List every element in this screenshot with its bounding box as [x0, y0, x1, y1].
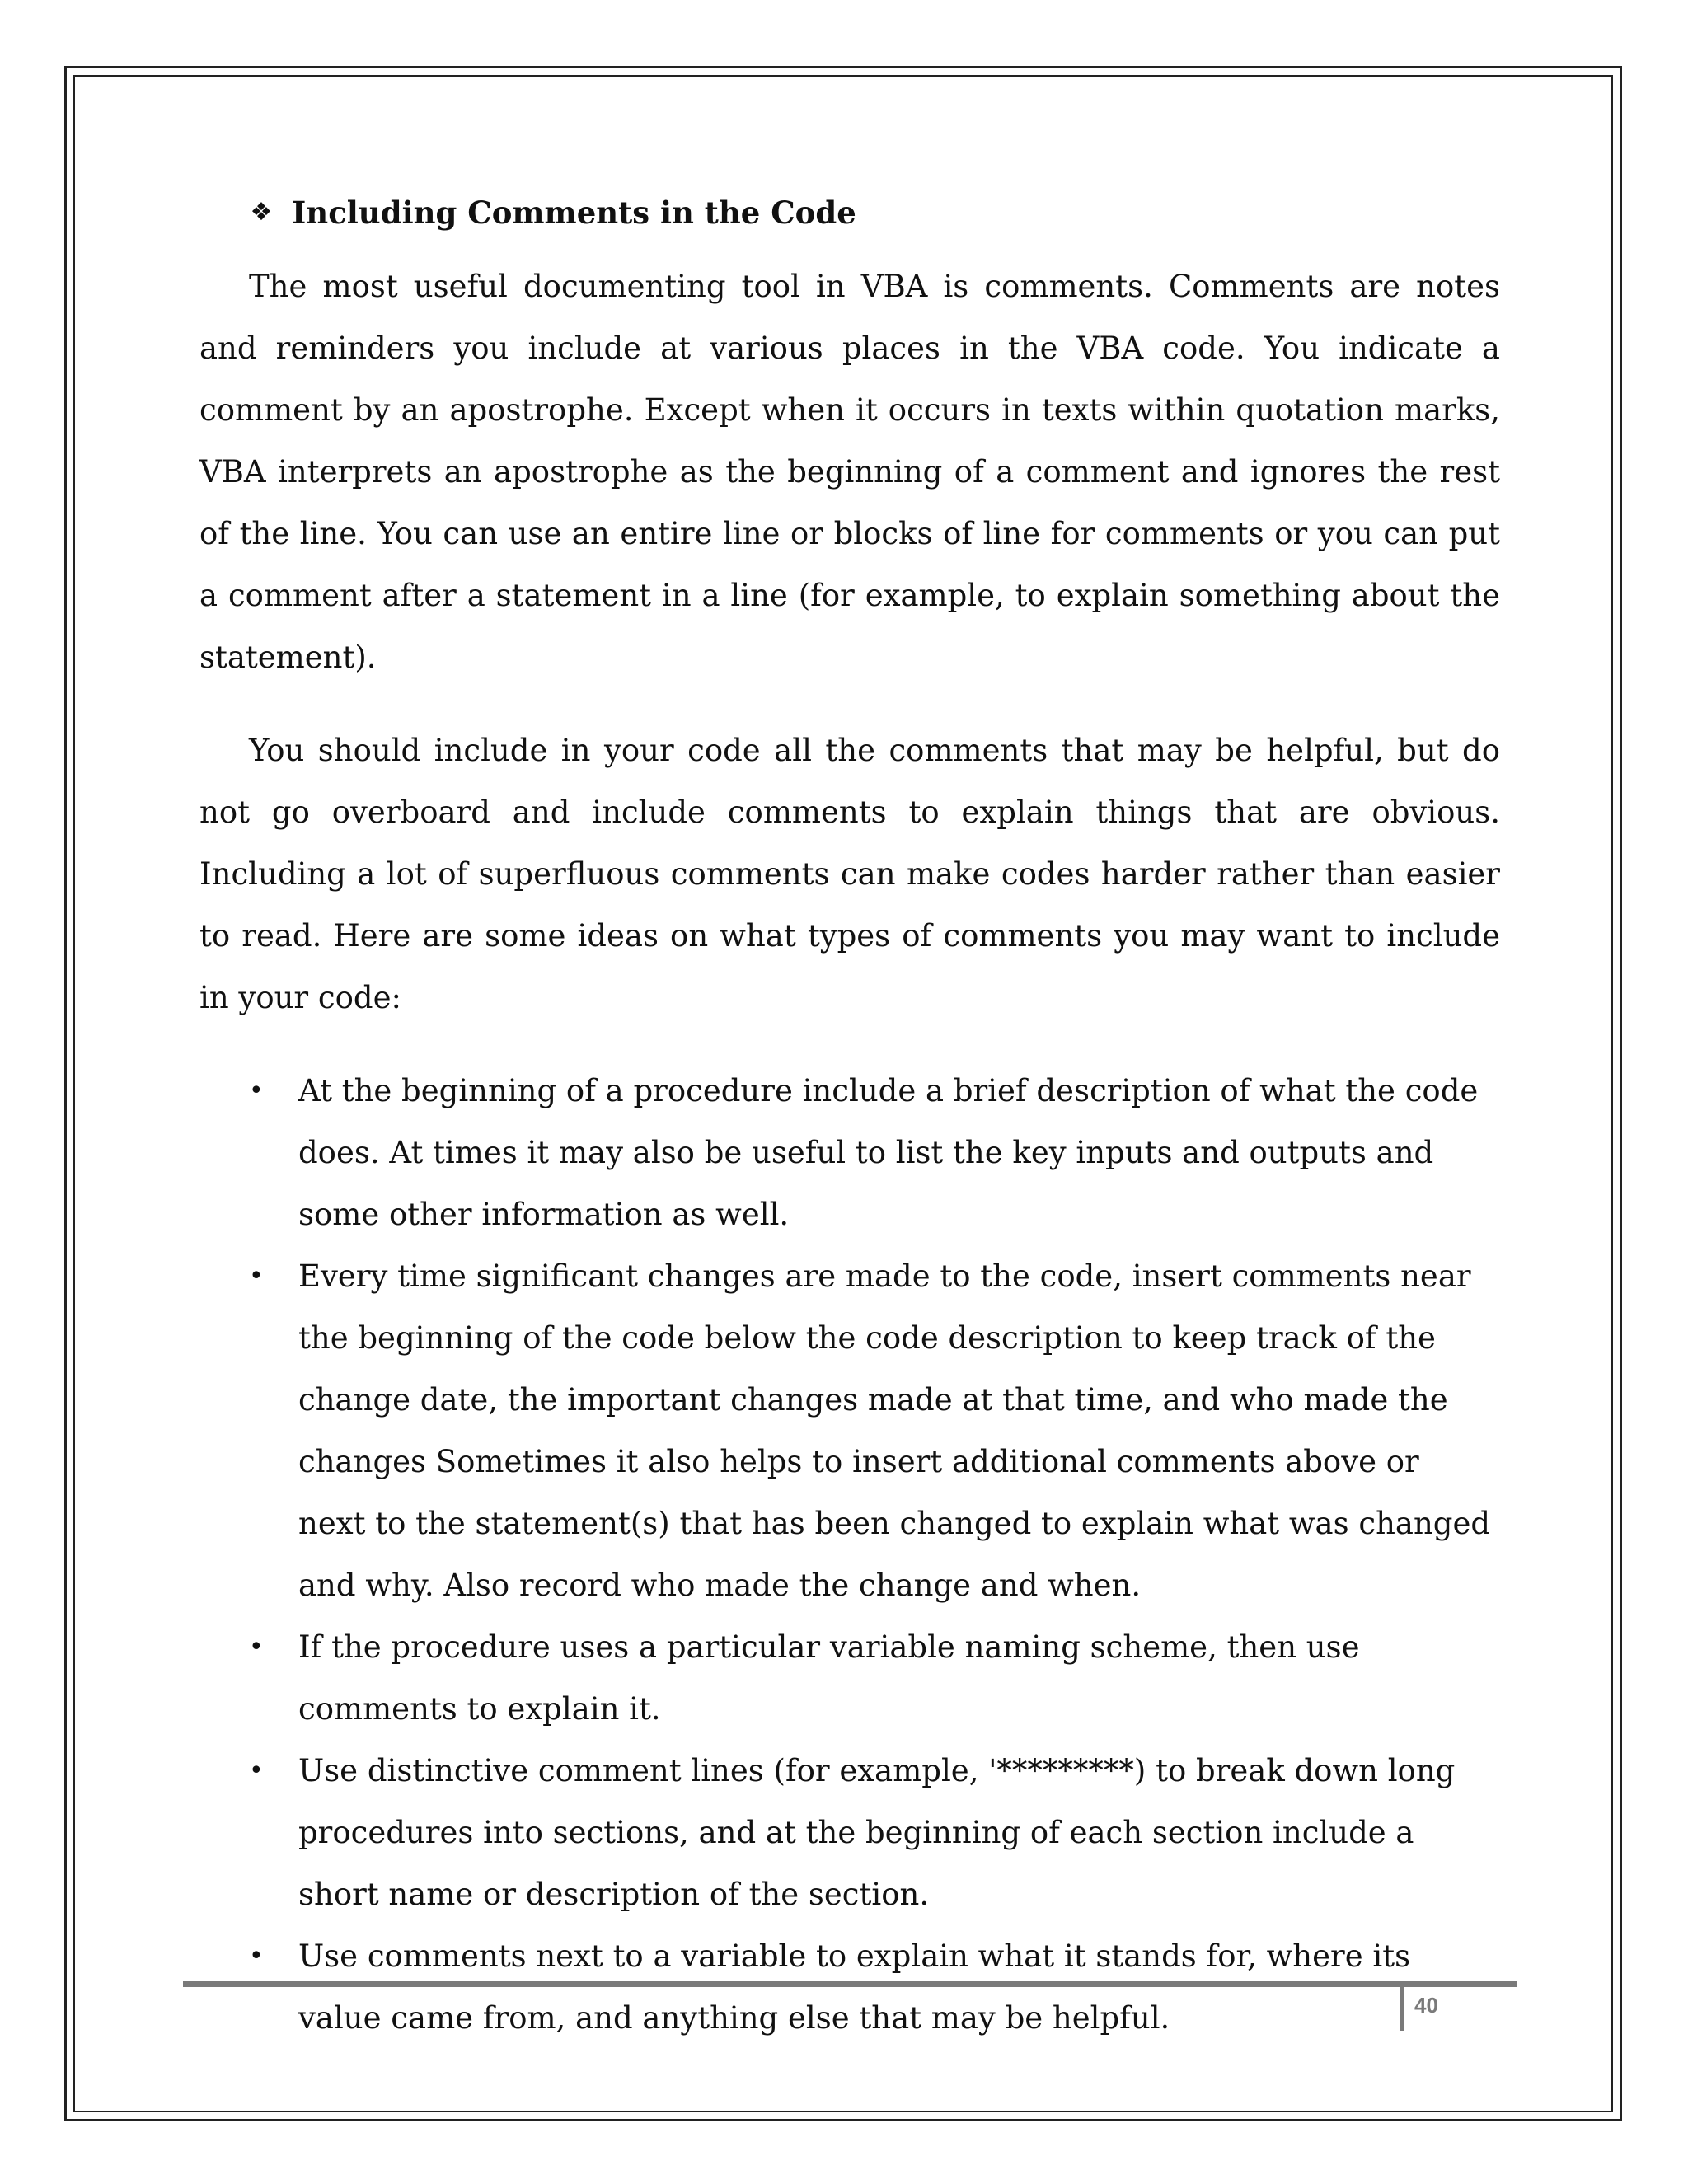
section-heading: [249, 188, 1500, 237]
list-item: [199, 1060, 1500, 1245]
paragraph-comments-intro: The most useful documenting tool in VBA is comments. Comments are notes and reminders you include at various places in the VBA code. You indicate a comment by an apostrophe. Except when it occurs in texts within quotation marks, VBA interprets an apostrophe as the beginning of a comment and ignores the rest of the line. You can use an entire line or blocks of line for comments or you can put a comment after a statement in a line (for example, to explain something about the statement).: [199, 269, 1500, 675]
page-content: [199, 188, 1500, 2049]
bullet-dot-icon: •: [249, 1262, 264, 1291]
comment-ideas-list: [199, 1060, 1500, 2049]
list-item-text: Every time significant changes are made to the code, insert comments near the beginning of the code below the code description to keep track of the change date, the important changes made at that time, and who made the changes Sometimes it also helps to insert additional comments above or next to the statement(s) that has been changed to explain what was changed and why. Also record who made the change and when.: [298, 1258, 1491, 1603]
page-number: 40: [1414, 1993, 1438, 2018]
list-item: [199, 1740, 1500, 1925]
bullet-dot-icon: •: [249, 1756, 264, 1785]
section-heading-title: Including Comments in the Code: [292, 194, 856, 231]
bullet-dot-icon: •: [249, 1076, 264, 1105]
list-item: [199, 1245, 1500, 1616]
list-item: [199, 1616, 1500, 1740]
list-item-text: If the procedure uses a particular variable naming scheme, then use comments to explain it.: [298, 1629, 1360, 1727]
list-item: [199, 1925, 1500, 2049]
bullet-dot-icon: •: [249, 1633, 264, 1661]
paragraph-comments-advice: You should include in your code all the comments that may be helpful, but do not go overboard and include comments to explain things that are obvious. Including a lot of superfluous comments can make codes harder rather than easier to read. Here are some ideas on what types of comments you may want to include in your code:: [199, 733, 1500, 1015]
footer-divider: [1400, 1985, 1404, 2031]
list-item-text: At the beginning of a procedure include a brief description of what the code does. At times it may also be useful to list the key inputs and outputs and some other information as well.: [298, 1073, 1479, 1232]
diamond-bullet-icon: ❖: [250, 198, 273, 227]
bullet-dot-icon: •: [249, 1942, 264, 1971]
list-item-text: Use comments next to a variable to explain what it stands for, where its value came from, and anything else that may be helpful.: [298, 1938, 1411, 2036]
list-item-text: Use distinctive comment lines (for example, '*********) to break down long procedures into sections, and at the beginning of each section include a short name or description of the section.: [298, 1753, 1456, 1912]
footer-rule: [183, 1981, 1517, 1987]
